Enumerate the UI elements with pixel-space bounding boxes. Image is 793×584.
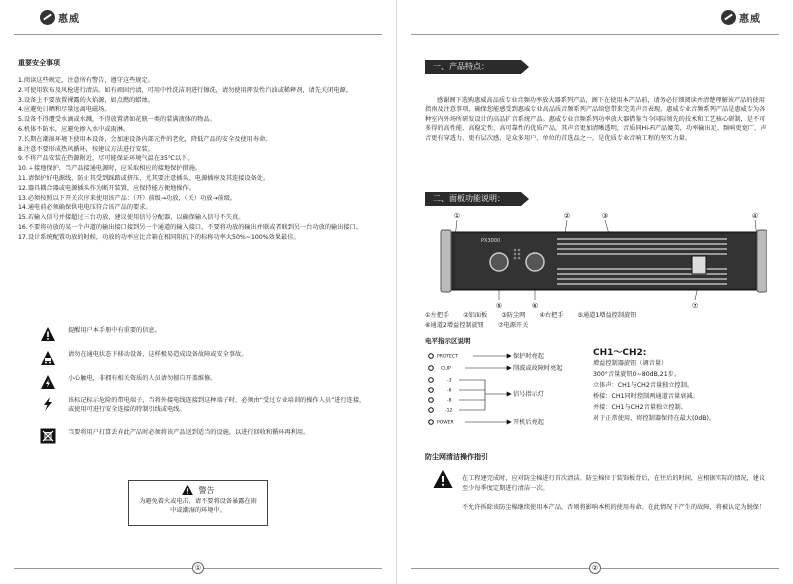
led-label: PROTECT xyxy=(437,354,458,360)
power-switch[interactable] xyxy=(692,256,706,274)
notice-item: 4.应避免日晒和尽量远离电磁场。 xyxy=(18,106,111,114)
right-page xyxy=(397,0,793,584)
notice-item: 1.阅读这些规定，注意所有警告，遵守这些规定。 xyxy=(18,77,154,84)
features-title: 一、产品特点： xyxy=(425,60,521,74)
channel-line: 桥接：CH1同时控制两通道音量衰减。 xyxy=(593,393,699,400)
channel-line: 立体声：CH1与CH2音量独立控制。 xyxy=(593,382,694,389)
brand-logo xyxy=(40,10,80,25)
led-label: -12 xyxy=(445,408,453,414)
channel-line: 300°音量旋钮0~80dB,21步。 xyxy=(593,371,681,378)
channel-line: 增益控制器旋钮（调音量） xyxy=(593,360,668,367)
notice-item: 6.机体不防水，应避免掺入水中或雨淋。 xyxy=(18,125,130,133)
led-callout: 削波或故障时亮起 xyxy=(513,365,563,372)
page-number: ② xyxy=(589,562,601,574)
channel-title: CH1～CH2: xyxy=(593,348,647,358)
brand-logo-icon xyxy=(40,10,55,25)
notice-item: 8.注意不要形成热风循环，按建议方法进行安装。 xyxy=(18,145,154,153)
cart-warning-icon xyxy=(40,350,56,366)
channel-line: 并接：CH1与CH2音量独立控制。 xyxy=(593,404,687,411)
symbol-row xyxy=(40,326,370,342)
legend-item: ④右把手 xyxy=(539,312,564,319)
led-label: -6 xyxy=(447,388,452,394)
brand-logo xyxy=(721,10,761,25)
led-label: CLIP xyxy=(441,366,451,372)
symbol-row xyxy=(40,350,370,366)
symbol-text: 该标记标示危险的带电端子，当将外接电线连接到这种端子时，必须由“受过专业培训的操作人员”进行连接，或使用可进行安全连接的特制引线或电线。 xyxy=(68,397,366,413)
legend-item: ⑥通道2增益控制旋钮 xyxy=(425,322,484,329)
notice-item: 16.不要将功放的某一个声道的输出接口接到另一个通道的输入接口，不要将功放的输出并联或者联到另一台功放的输出接口。 xyxy=(18,223,362,231)
warning-text: 为避免着火或电击，请不要将设备暴露在雨中或潮湿的环境中。 xyxy=(139,498,257,514)
left-footer xyxy=(14,562,382,574)
notice-item: 11.请保护好电源线，防止其受到踩踏或挤压，尤其要注意插头、电源插座及其连接设备处。 xyxy=(18,174,270,182)
header-rule xyxy=(411,34,779,35)
callout-6: ⑥ xyxy=(531,302,539,310)
level-indicator-diagram xyxy=(425,350,595,440)
legend-item: ⑦电源开关 xyxy=(497,322,529,329)
notice-item: 9.不将产品安装在热源附近，尽可能保证环境气温在35℃以下。 xyxy=(18,155,194,163)
dust-warning-icon xyxy=(433,470,453,488)
panel-legend xyxy=(425,311,636,331)
callout-3: ③ xyxy=(601,212,609,220)
dust-cleaning-title: 防尘网清洁操作指引 xyxy=(425,453,488,461)
dust-paragraph: 在工程建完成时，应对防尘棉进行首次清洁。防尘棉位于装饰板背后，在往后的时间，应根据实际的情况，建议至少每季度定期进行清洁一次。 xyxy=(462,475,766,492)
notice-item: 14.通电前必须确保供电电压符合该产品的要求。 xyxy=(18,204,152,212)
warning-header xyxy=(129,485,267,495)
led-callout: 信号指示灯 xyxy=(513,391,544,398)
notice-item: 10.⏚接地保护，当产品接通电源时，应采取相应的接地保护措施。 xyxy=(18,165,202,173)
panel-title: 二、面板功能说明： xyxy=(425,192,521,206)
right-footer xyxy=(411,562,779,574)
legend-item: ②铝面板 xyxy=(463,312,488,319)
symbol-text: 请勿在通电状态下移动设备，这样极易造成设备故障或安全事故。 xyxy=(68,351,248,358)
safety-notice-list xyxy=(18,76,366,243)
notice-item: 5.设备不得遭受水滴或水溅，不得放置诸如花瓶一类的装满液体的物品。 xyxy=(18,116,216,124)
exclamation-triangle-icon xyxy=(40,326,56,342)
lightning-bolt-icon xyxy=(40,396,56,412)
notice-item: 17.设计系统配置功放的时候，功放的功率应比音箱在相同阻抗下的标称功率大50%~100%效果最佳。 xyxy=(18,233,300,241)
notice-item: 7.长期在潮湿环境下使用本设备，会加速设备内部元件的老化，降低产品的安全及使用寿命。 xyxy=(18,135,272,143)
callout-1: ① xyxy=(453,212,461,220)
notice-item: 15.若输入信号并接超过三台功放，建议使用信号分配器，以确保输入信号不失真。 xyxy=(18,214,245,222)
safety-section-title: 重要安全事项 xyxy=(18,59,60,67)
header-rule xyxy=(14,34,382,35)
symbol-row xyxy=(40,396,370,414)
amplifier-front-panel xyxy=(437,212,767,312)
symbol-text: 小心触电，非拥有相关资质的人员请勿擅自开盖维修。 xyxy=(68,375,217,382)
legend-item: ①左把手 xyxy=(425,312,450,319)
callout-4: ④ xyxy=(751,212,759,220)
page-number: ① xyxy=(192,562,204,574)
channel-2-gain-knob[interactable] xyxy=(526,253,544,271)
symbol-row xyxy=(40,428,370,444)
channel-description-list xyxy=(593,358,715,424)
notice-item: 2.可使用软布及风枪进行清洁。如有顽固污渍，可用中性洗洁剂进行擦洗，请勿使用挥发性汽油或稀释剂，请先关闭电源。 xyxy=(18,86,352,94)
left-page xyxy=(0,0,396,584)
dust-paragraph: 不允许拆除该防尘棉继续使用本产品，否则将影响本机的使用寿命。在此情况下产生的故障，将被认定为脱保！ xyxy=(462,504,766,511)
led-label: -8 xyxy=(447,398,452,404)
symbol-row xyxy=(40,374,370,390)
lightning-triangle-icon xyxy=(40,374,56,390)
warning-triangle-icon xyxy=(182,485,193,495)
callout-7: ⑦ xyxy=(691,302,699,310)
brand-name: 惠威 xyxy=(739,14,761,25)
symbol-text: 提醒用户本手册中有重要的信息。 xyxy=(68,327,161,334)
panel-model-label: PX3000 xyxy=(481,238,501,244)
brand-logo-icon xyxy=(721,10,736,25)
led-callout: 保护时亮起 xyxy=(513,353,544,360)
legend-item: ③防尘网 xyxy=(501,312,526,319)
warning-title: 警告 xyxy=(198,485,215,495)
led-label: POWER xyxy=(437,420,454,426)
warning-box xyxy=(128,480,268,526)
features-text: 感谢阁下选购惠威高品质专业音频功率放大器系列产品，阁下在使用本产品前，请务必仔细阅读并清楚理解该产品的使用指南及注意事项，确保您能感受到惠威专业高品质音频系列产品给您带来完美声音表现。惠威专业音频系列产品是惠威专为各种室内外场所研发设计的高品扩音系统产品。惠威专业音频系列功率放大器借鉴当今国际领先的技术和工艺核心研制，是不可多得的高性能、高稳定性、高可靠性的优质产品，其声音更加清晰透明，音质同Hi-Fi产品媲美，功率输出足、频响更宽广、声音更有穿透力、更有层次感，是众多用户、单位的首选品之一，是优质专业音响工程的坚实力量。 xyxy=(425,97,767,142)
callout-5: ⑤ xyxy=(495,302,503,310)
channel-line: 对于正常使用，将控制器保持在最大(0dB)。 xyxy=(593,415,716,422)
led-callout: 开机后亮起 xyxy=(513,419,544,426)
notice-item: 13.必须按照以下开关次序来使用该产品：（开）前级→功放，（关）功放→前级。 xyxy=(18,194,237,202)
level-indicator-title: 电平指示区说明 xyxy=(425,337,471,345)
crossed-bin-icon xyxy=(40,428,56,444)
symbol-text: 当要将用户打算丢弃此产品时必须将该产品送到适当的设施，以进行回收和循环再利用。 xyxy=(68,429,310,436)
notice-item: 12.器具耦合器或电源插头作为断开装置，应保持能方便地操作。 xyxy=(18,184,195,192)
led-label: -3 xyxy=(447,378,452,384)
channel-1-gain-knob[interactable] xyxy=(490,253,508,271)
callout-2: ② xyxy=(563,212,571,220)
legend-item: ⑤通道1增益控制旋钮 xyxy=(577,312,637,319)
notice-item: 3.设备上不要放置裸露的火焰源，如点燃的蜡烛。 xyxy=(18,96,154,104)
brand-name: 惠威 xyxy=(58,14,80,25)
